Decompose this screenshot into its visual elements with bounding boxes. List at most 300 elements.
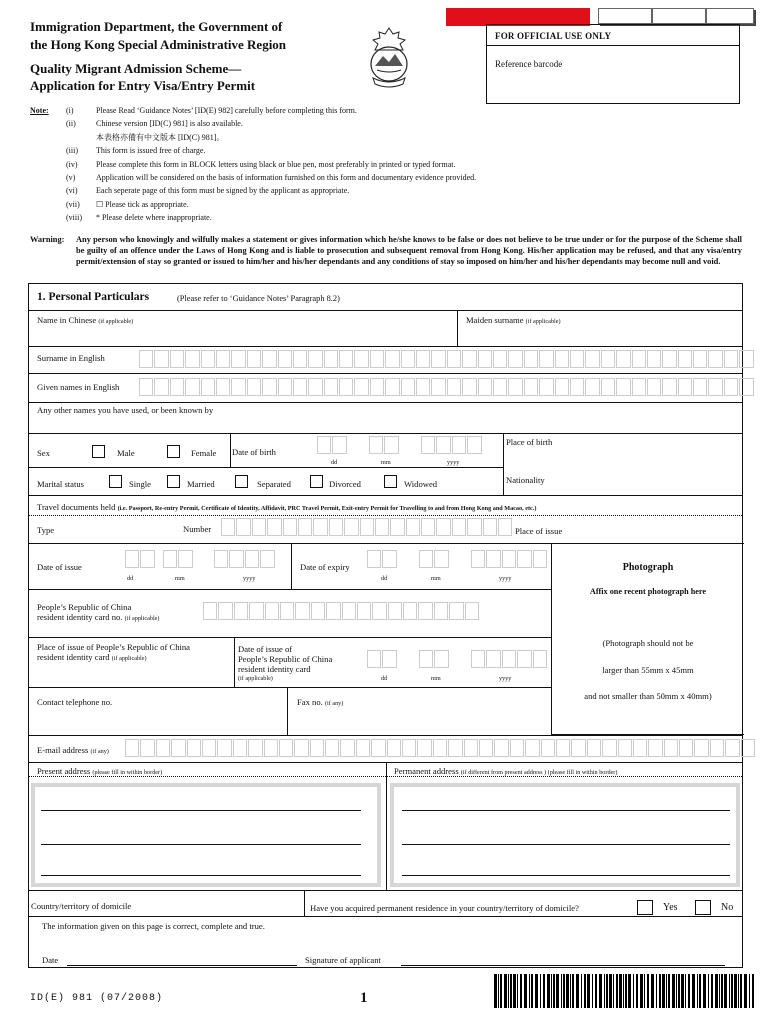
char-box[interactable] (587, 739, 601, 757)
issue-mm-input[interactable] (163, 550, 194, 568)
prc-date-label: Date of issue of People’s Republic of China resident identity card (if applicable) (238, 644, 333, 682)
char-box[interactable] (262, 350, 276, 368)
char-box[interactable] (339, 350, 353, 368)
char-box[interactable] (741, 739, 755, 757)
widowed-checkbox[interactable] (384, 475, 397, 488)
char-box[interactable] (388, 602, 402, 620)
barcode-bar (540, 974, 541, 1008)
char-box[interactable] (252, 518, 266, 536)
char-box[interactable] (308, 378, 322, 396)
reference-barcode-label: Reference barcode (495, 59, 563, 69)
note-label (30, 117, 66, 130)
char-box[interactable] (431, 350, 445, 368)
char-box[interactable] (467, 436, 481, 454)
char-box[interactable] (539, 350, 553, 368)
male-checkbox[interactable] (92, 445, 105, 458)
char-box[interactable] (502, 650, 516, 668)
char-box[interactable] (295, 602, 309, 620)
char-box[interactable] (139, 378, 153, 396)
type-label: Type (37, 525, 55, 535)
char-box[interactable] (633, 739, 647, 757)
char-box[interactable] (533, 650, 547, 668)
present-address-input[interactable] (31, 783, 381, 887)
char-box[interactable] (483, 518, 497, 536)
char-box[interactable] (679, 739, 693, 757)
barcode-bar (656, 974, 657, 1008)
issue-yyyy-input[interactable] (214, 550, 276, 568)
char-box[interactable] (367, 550, 381, 568)
char-box[interactable] (452, 436, 466, 454)
barcode-bar (697, 974, 698, 1008)
signature-line[interactable] (401, 965, 725, 966)
char-box[interactable] (508, 350, 522, 368)
note-number: (i) (66, 106, 74, 115)
char-box[interactable] (403, 602, 417, 620)
char-box[interactable] (465, 602, 479, 620)
char-box[interactable] (171, 739, 185, 757)
barcode-bar (647, 974, 649, 1008)
given-names-input[interactable] (139, 378, 755, 396)
prc-dd-input[interactable] (367, 650, 398, 668)
char-box[interactable] (541, 739, 555, 757)
char-box[interactable] (517, 650, 531, 668)
char-box[interactable] (421, 436, 435, 454)
char-box[interactable] (264, 739, 278, 757)
char-box[interactable] (678, 378, 692, 396)
barcode-bar (676, 974, 677, 1008)
no-checkbox[interactable] (695, 900, 711, 915)
barcode-bar (659, 974, 661, 1008)
permanent-address-input[interactable] (390, 783, 740, 887)
barcode-bar (668, 974, 670, 1008)
note-text: * Please delete where inappropriate. (96, 213, 212, 223)
dob-mm-input[interactable] (369, 436, 400, 454)
char-box[interactable] (508, 378, 522, 396)
char-box[interactable] (449, 602, 463, 620)
char-box[interactable] (293, 350, 307, 368)
barcode-bar (524, 974, 527, 1008)
married-checkbox[interactable] (167, 475, 180, 488)
char-box[interactable] (178, 550, 192, 568)
char-box[interactable] (357, 602, 371, 620)
char-box[interactable] (325, 739, 339, 757)
char-box[interactable] (710, 739, 724, 757)
char-box[interactable] (280, 602, 294, 620)
char-box[interactable] (452, 518, 466, 536)
char-box[interactable] (616, 350, 630, 368)
prc-id-input[interactable] (203, 602, 480, 620)
char-box[interactable] (313, 518, 327, 536)
char-box[interactable] (311, 602, 325, 620)
char-box[interactable] (185, 350, 199, 368)
char-box[interactable] (739, 350, 753, 368)
barcode-bar (738, 974, 739, 1008)
barcode-bar (708, 974, 709, 1008)
official-box-1 (598, 8, 652, 24)
char-box[interactable] (385, 378, 399, 396)
prc-mm-input[interactable] (419, 650, 450, 668)
note-item (30, 171, 476, 184)
photo-size-1: (Photograph should not be (602, 638, 694, 648)
char-box[interactable] (245, 550, 259, 568)
char-box[interactable] (279, 739, 293, 757)
char-box[interactable] (229, 550, 243, 568)
char-box[interactable] (570, 350, 584, 368)
char-box[interactable] (462, 378, 476, 396)
marital-status-label: Marital status (37, 479, 85, 489)
widowed-label: Widowed (404, 479, 438, 489)
barcode-bar (729, 974, 730, 1008)
char-box[interactable] (339, 378, 353, 396)
barcode-bar (619, 974, 622, 1008)
barcode-bar (566, 974, 569, 1008)
single-checkbox[interactable] (109, 475, 122, 488)
char-box[interactable] (382, 550, 396, 568)
char-box[interactable] (434, 550, 448, 568)
char-box[interactable] (370, 350, 384, 368)
char-box[interactable] (125, 550, 139, 568)
char-box[interactable] (739, 378, 753, 396)
prc-dd-hint: dd (381, 675, 388, 682)
char-box[interactable] (417, 739, 431, 757)
char-box[interactable] (555, 378, 569, 396)
char-box[interactable] (647, 378, 661, 396)
char-box[interactable] (434, 602, 448, 620)
contact-tel-label: Contact telephone no. (37, 697, 113, 707)
char-box[interactable] (326, 602, 340, 620)
dob-dd-input[interactable] (317, 436, 348, 454)
char-box[interactable] (344, 518, 358, 536)
issue-dd-input[interactable] (125, 550, 156, 568)
char-box[interactable] (421, 518, 435, 536)
char-box[interactable] (298, 518, 312, 536)
char-box[interactable] (201, 378, 215, 396)
char-box[interactable] (249, 602, 263, 620)
char-box[interactable] (678, 350, 692, 368)
char-box[interactable] (618, 739, 632, 757)
char-box[interactable] (384, 436, 398, 454)
expiry-dd-input[interactable] (367, 550, 398, 568)
char-box[interactable] (431, 378, 445, 396)
char-box[interactable] (247, 378, 261, 396)
char-box[interactable] (283, 518, 297, 536)
char-box[interactable] (419, 650, 433, 668)
char-box[interactable] (360, 518, 374, 536)
email-label: E-mail address (if any) (37, 745, 109, 755)
char-box[interactable] (571, 739, 585, 757)
expiry-mm-input[interactable] (419, 550, 450, 568)
char-box[interactable] (479, 739, 493, 757)
char-box[interactable] (324, 350, 338, 368)
email-input[interactable] (125, 739, 756, 757)
char-box[interactable] (493, 378, 507, 396)
char-box[interactable] (216, 378, 230, 396)
char-box[interactable] (140, 739, 154, 757)
char-box[interactable] (478, 378, 492, 396)
char-box[interactable] (262, 378, 276, 396)
barcode-bar (666, 974, 667, 1008)
page-number: 1 (360, 990, 368, 1006)
char-box[interactable] (486, 550, 500, 568)
barcode-bar (595, 974, 597, 1008)
note-number: (v) (66, 173, 76, 183)
yes-checkbox[interactable] (637, 900, 653, 915)
char-box[interactable] (693, 378, 707, 396)
char-box[interactable] (156, 739, 170, 757)
char-box[interactable] (471, 550, 485, 568)
note-item (30, 184, 476, 197)
official-use-box (486, 24, 740, 104)
char-box[interactable] (371, 739, 385, 757)
char-box[interactable] (418, 602, 432, 620)
char-box[interactable] (354, 350, 368, 368)
char-box[interactable] (555, 350, 569, 368)
barcode-bar (752, 974, 754, 1008)
form-code: ID(E) 981 (07/2008) (30, 993, 164, 1004)
married-label: Married (187, 479, 215, 489)
fax-label: Fax no. (if any) (297, 697, 344, 707)
barcode-bar (584, 974, 586, 1008)
char-box[interactable] (236, 518, 250, 536)
char-box[interactable] (602, 739, 616, 757)
char-box[interactable] (664, 739, 678, 757)
char-box[interactable] (140, 550, 154, 568)
prc-id-label: People’s Republic of China resident identity card no. (if applicable) (37, 602, 160, 622)
char-box[interactable] (370, 378, 384, 396)
char-box[interactable] (467, 518, 481, 536)
char-box[interactable] (187, 739, 201, 757)
char-box[interactable] (247, 350, 261, 368)
char-box[interactable] (662, 378, 676, 396)
barcode-bar (672, 974, 675, 1008)
char-box[interactable] (401, 378, 415, 396)
female-checkbox[interactable] (167, 445, 180, 458)
char-box[interactable] (524, 350, 538, 368)
char-box[interactable] (310, 739, 324, 757)
char-box[interactable] (494, 739, 508, 757)
prc-mm-hint: mm (431, 675, 441, 682)
note-item (30, 198, 476, 211)
char-box[interactable] (498, 518, 512, 536)
char-box[interactable] (221, 518, 235, 536)
char-box[interactable] (202, 739, 216, 757)
char-box[interactable] (324, 378, 338, 396)
char-box[interactable] (293, 378, 307, 396)
expiry-yyyy-input[interactable] (471, 550, 548, 568)
char-box[interactable] (539, 378, 553, 396)
barcode-bar (529, 974, 530, 1008)
char-box[interactable] (416, 378, 430, 396)
note-item (30, 158, 476, 171)
char-box[interactable] (524, 378, 538, 396)
char-box[interactable] (693, 350, 707, 368)
char-box[interactable] (375, 518, 389, 536)
char-box[interactable] (448, 739, 462, 757)
char-box[interactable] (556, 739, 570, 757)
char-box[interactable] (139, 350, 153, 368)
char-box[interactable] (525, 739, 539, 757)
char-box[interactable] (471, 650, 485, 668)
char-box[interactable] (436, 436, 450, 454)
char-box[interactable] (356, 739, 370, 757)
char-box[interactable] (433, 739, 447, 757)
char-box[interactable] (308, 350, 322, 368)
date-of-issue-label: Date of issue (37, 562, 82, 572)
char-box[interactable] (502, 550, 516, 568)
char-box[interactable] (708, 378, 722, 396)
char-box[interactable] (382, 650, 396, 668)
note-number: (ii) (66, 119, 76, 129)
barcode-bar (504, 974, 507, 1008)
char-box[interactable] (317, 436, 331, 454)
char-box[interactable] (632, 378, 646, 396)
barcode-bar (625, 974, 627, 1008)
char-box[interactable] (214, 550, 228, 568)
char-box[interactable] (248, 739, 262, 757)
travel-docs-label: Travel documents held (i.e. Passport, Re-entry Permit, Certificate of Identity, Affidavit, PRC Travel Permit, Exit-entry Permit for Travelling to and from Hong Kong and Macao, etc.) (37, 502, 537, 512)
male-label: Male (117, 448, 135, 458)
char-box[interactable] (201, 350, 215, 368)
char-box[interactable] (203, 602, 217, 620)
char-box[interactable] (570, 378, 584, 396)
char-box[interactable] (694, 739, 708, 757)
char-box[interactable] (216, 350, 230, 368)
char-box[interactable] (462, 350, 476, 368)
char-box[interactable] (616, 378, 630, 396)
barcode-bar (531, 974, 533, 1008)
char-box[interactable] (260, 550, 274, 568)
divorced-checkbox[interactable] (310, 475, 323, 488)
expiry-yyyy-hint: yyyy (499, 575, 512, 582)
prc-yyyy-input[interactable] (471, 650, 548, 668)
char-box[interactable] (401, 350, 415, 368)
char-box[interactable] (265, 602, 279, 620)
female-label: Female (191, 448, 217, 458)
char-box[interactable] (478, 350, 492, 368)
char-box[interactable] (725, 739, 739, 757)
barcode-bar (628, 974, 631, 1008)
note-label (30, 171, 66, 184)
char-box[interactable] (154, 378, 168, 396)
char-box[interactable] (724, 350, 738, 368)
char-box[interactable] (419, 550, 433, 568)
barcode-bar (749, 974, 750, 1008)
char-box[interactable] (372, 602, 386, 620)
char-box[interactable] (234, 602, 248, 620)
char-box[interactable] (369, 436, 383, 454)
barcode-bar (640, 974, 643, 1008)
char-box[interactable] (632, 350, 646, 368)
dob-yyyy-input[interactable] (421, 436, 483, 454)
photo-affix: Affix one recent photograph here (589, 587, 707, 596)
doc-number-input[interactable] (221, 518, 513, 536)
char-box[interactable] (163, 550, 177, 568)
date-label: Date (42, 955, 59, 965)
name-chinese-label: Name in Chinese (if applicable) (37, 315, 134, 325)
char-box[interactable] (601, 350, 615, 368)
char-box[interactable] (125, 739, 139, 757)
char-box[interactable] (154, 350, 168, 368)
dob-dd-hint: dd (331, 459, 338, 466)
char-box[interactable] (332, 436, 346, 454)
char-box[interactable] (601, 378, 615, 396)
maiden-surname-label: Maiden surname (if applicable) (466, 315, 561, 325)
char-box[interactable] (708, 350, 722, 368)
personal-particulars-form (28, 283, 743, 968)
prc-place-label: Place of issue of People’s Republic of China resident identity card (if applicable) (37, 642, 190, 662)
barcode-bar (651, 974, 654, 1008)
char-box[interactable] (436, 518, 450, 536)
surname-english-input[interactable] (139, 350, 755, 368)
char-box[interactable] (278, 378, 292, 396)
char-box[interactable] (447, 350, 461, 368)
char-box[interactable] (231, 378, 245, 396)
char-box[interactable] (517, 550, 531, 568)
barcode-bar (744, 974, 747, 1008)
char-box[interactable] (648, 739, 662, 757)
char-box[interactable] (342, 602, 356, 620)
char-box[interactable] (464, 739, 478, 757)
yes-label: Yes (663, 902, 678, 913)
char-box[interactable] (170, 378, 184, 396)
char-box[interactable] (354, 378, 368, 396)
char-box[interactable] (294, 739, 308, 757)
char-box[interactable] (585, 350, 599, 368)
char-box[interactable] (486, 650, 500, 668)
char-box[interactable] (217, 739, 231, 757)
char-box[interactable] (329, 518, 343, 536)
photo-title: Photograph (622, 562, 674, 573)
char-box[interactable] (724, 378, 738, 396)
date-signature-line[interactable] (67, 965, 297, 966)
barcode-bar (715, 974, 718, 1008)
char-box[interactable] (170, 350, 184, 368)
char-box[interactable] (233, 739, 247, 757)
note-label (30, 184, 66, 197)
char-box[interactable] (662, 350, 676, 368)
char-box[interactable] (267, 518, 281, 536)
char-box[interactable] (647, 350, 661, 368)
char-box[interactable] (390, 518, 404, 536)
char-box[interactable] (340, 739, 354, 757)
barcode-bar (513, 974, 516, 1008)
photograph-box (551, 543, 744, 735)
separated-checkbox[interactable] (235, 475, 248, 488)
given-names-label: Given names in English (37, 382, 120, 392)
char-box[interactable] (185, 378, 199, 396)
char-box[interactable] (533, 550, 547, 568)
char-box[interactable] (416, 350, 430, 368)
char-box[interactable] (367, 650, 381, 668)
char-box[interactable] (447, 378, 461, 396)
char-box[interactable] (402, 739, 416, 757)
official-box-2 (652, 8, 706, 24)
char-box[interactable] (510, 739, 524, 757)
char-box[interactable] (493, 350, 507, 368)
char-box[interactable] (231, 350, 245, 368)
char-box[interactable] (385, 350, 399, 368)
char-box[interactable] (278, 350, 292, 368)
char-box[interactable] (585, 378, 599, 396)
barcode-bar (609, 974, 612, 1008)
char-box[interactable] (406, 518, 420, 536)
note-number: (iii) (66, 146, 78, 156)
char-box[interactable] (387, 739, 401, 757)
char-box[interactable] (218, 602, 232, 620)
char-box[interactable] (434, 650, 448, 668)
note-label (30, 198, 66, 211)
note-label (30, 144, 66, 157)
